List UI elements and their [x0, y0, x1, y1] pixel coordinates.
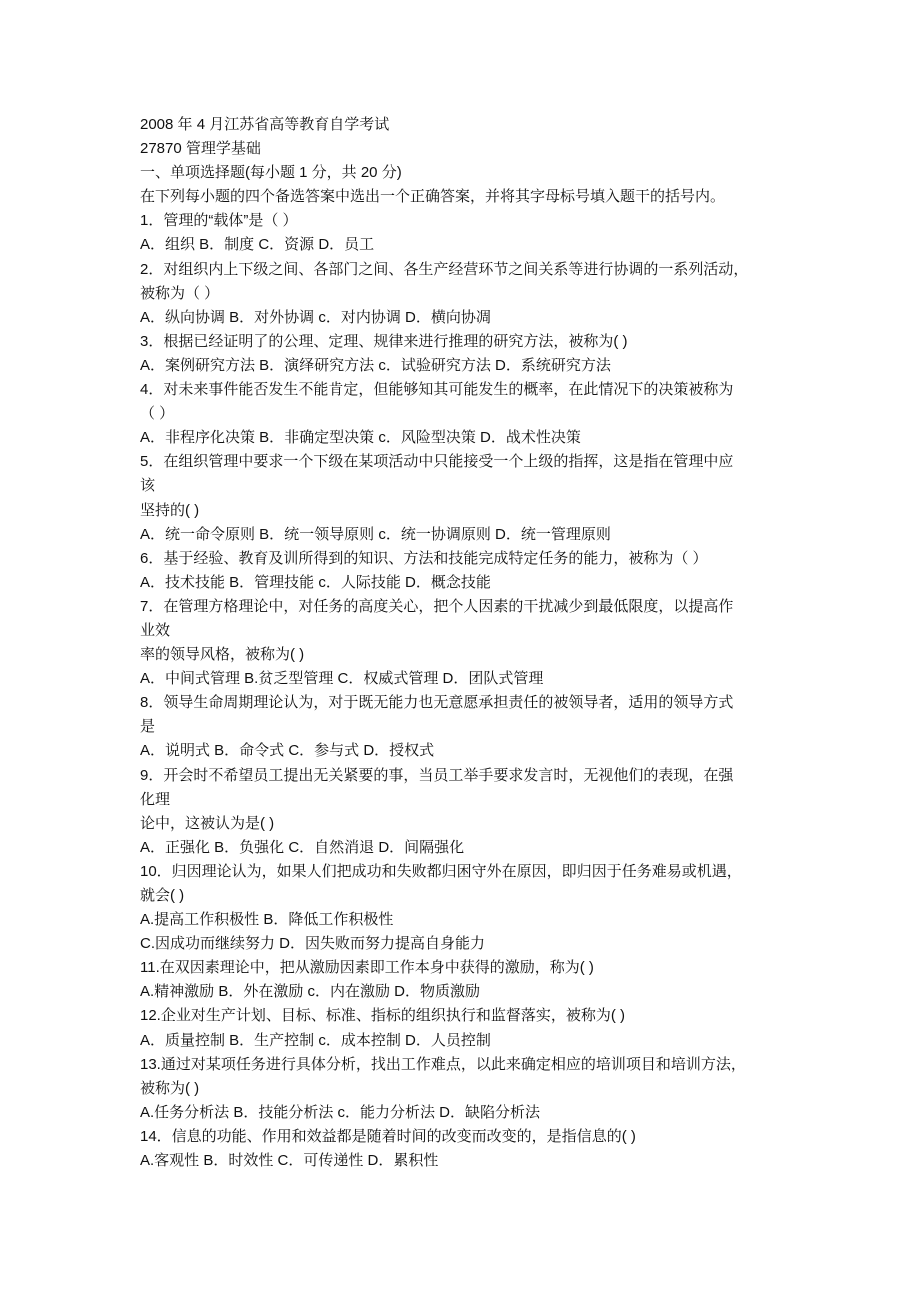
document-line: （ ） [140, 405, 175, 423]
document-line: 坚持的( ) [140, 501, 200, 519]
document-line: 12.企业对生产计划、目标、标准、指标的组织执行和监督落实，被称为( ) [140, 1007, 626, 1025]
document-line: A．非程序化决策 B．非确定型决策 c．风险型决策 D．战术性决策 [140, 429, 581, 447]
document-line: A．中间式管理 B.贫乏型管理 C．权威式管理 D．团队式管理 [140, 670, 544, 688]
document-line: A．纵向协调 B．对外协调 c．对内协调 D．横向协凋 [140, 308, 491, 326]
document-line: 化理 [140, 790, 171, 808]
document-line: 8．领导生命周期理论认为，对于既无能力也无意愿承担责任的被领导者，适用的领导方式 [140, 694, 734, 712]
document-line: 27870 管理学基础 [140, 140, 261, 158]
document-line: 11.在双因素理论中，把从激励因素即工作本身中获得的激励，称为( ) [140, 959, 594, 977]
document-line: 13.通过对某项任务进行具体分析，找出工作难点，以此来确定相应的培训项目和培训方法， [140, 1055, 746, 1073]
document-line: 10．归因理论认为，如果人们把成功和失败都归困守外在原因，即归因于任务难易或机遇， [140, 862, 742, 880]
document-line: 1．管理的“载体”是（ ） [140, 212, 298, 230]
document-line: 该 [140, 477, 156, 495]
document-line: C.因成功而继续努力 D．因失败而努力提高自身能力 [140, 935, 486, 953]
document-line: 3．根据已经证明了的公理、定理、规律来进行推理的研究方法，被称为( ) [140, 332, 628, 350]
document-line: A．技术技能 B．管理技能 c．人际技能 D．概念技能 [140, 573, 491, 591]
document-line: 2008 年 4 月江苏省高等教育自学考试 [140, 116, 390, 133]
document-line: 5．在组织管理中要求一个下级在某项活动中只能接受一个上级的指挥，这是指在管理中应 [140, 453, 734, 471]
document-line: 在下列每小题的四个备选答案中选出一个正确答案，并将其字母标号填入题干的括号内。 [140, 188, 726, 206]
document-line: A.任务分析法 B．技能分析法 c．能力分析法 D．缺陷分析法 [140, 1103, 541, 1121]
document-line: 4．对未来事件能否发生不能肯定，但能够知其可能发生的概率，在此情况下的决策被称为 [140, 381, 734, 399]
document-line: A.客观性 B．时效性 C．可传递性 D．累积性 [140, 1152, 439, 1170]
document-line: A．组织 B．制度 C．资源 D．员工 [140, 236, 375, 254]
document-line: 论中，这被认为是( ) [140, 814, 275, 832]
document-line: 一、单项选择题(每小题 1 分，共 20 分) [140, 164, 402, 182]
document-line: A.提高工作积极性 B．降低工作积极性 [140, 911, 394, 929]
document-line: 9．开会时不希望员工提出无关紧要的事，当员工举手要求发言时，无视他们的表现，在强 [140, 766, 734, 784]
document-line: A．说明式 B．命令式 C．参与式 D．授权式 [140, 742, 435, 760]
document-line: A．案例研究方法 B．演绎研究方法 c．试验研究方法 D．系统研究方法 [140, 356, 611, 374]
document-line: 被称为（ ） [140, 284, 220, 302]
document-line: 2．对组织内上下级之间、各部门之间、各生产经营环节之间关系等进行协调的一系列活动， [140, 260, 749, 278]
document-line: 被称为( ) [140, 1079, 200, 1097]
document-line: 是 [140, 718, 156, 736]
document-line: 6．基于经验、教育及训所得到的知识、方法和技能完成特定任务的能力，被称为（ ） [140, 549, 708, 567]
document-line: 率的领导风格，被称为( ) [140, 646, 305, 664]
document-line: A．质量控制 B．生产控制 c．成本控制 D．人员控制 [140, 1031, 491, 1049]
document-line: A.精神激励 B．外在激励 c．内在激励 D．物质激励 [140, 983, 481, 1001]
document-line: 7．在管理方格理论中，对任务的高度关心，把个人因素的干扰减少到最低限度，以提高作 [140, 597, 734, 615]
document-line: 就会( ) [140, 887, 185, 904]
document-page [140, 113, 800, 1173]
document-line: A．统一命令原则 B．统一领导原则 c．统一协调原则 D．统一管理原则 [140, 525, 611, 543]
document-line: 业效 [140, 621, 171, 639]
document-line: 14．信息的功能、作用和效益都是随着时间的改变而改变的，是指信息的( ) [140, 1127, 636, 1145]
document-line: A．正强化 B．负强化 C．自然消退 D．间隔强化 [140, 838, 465, 856]
